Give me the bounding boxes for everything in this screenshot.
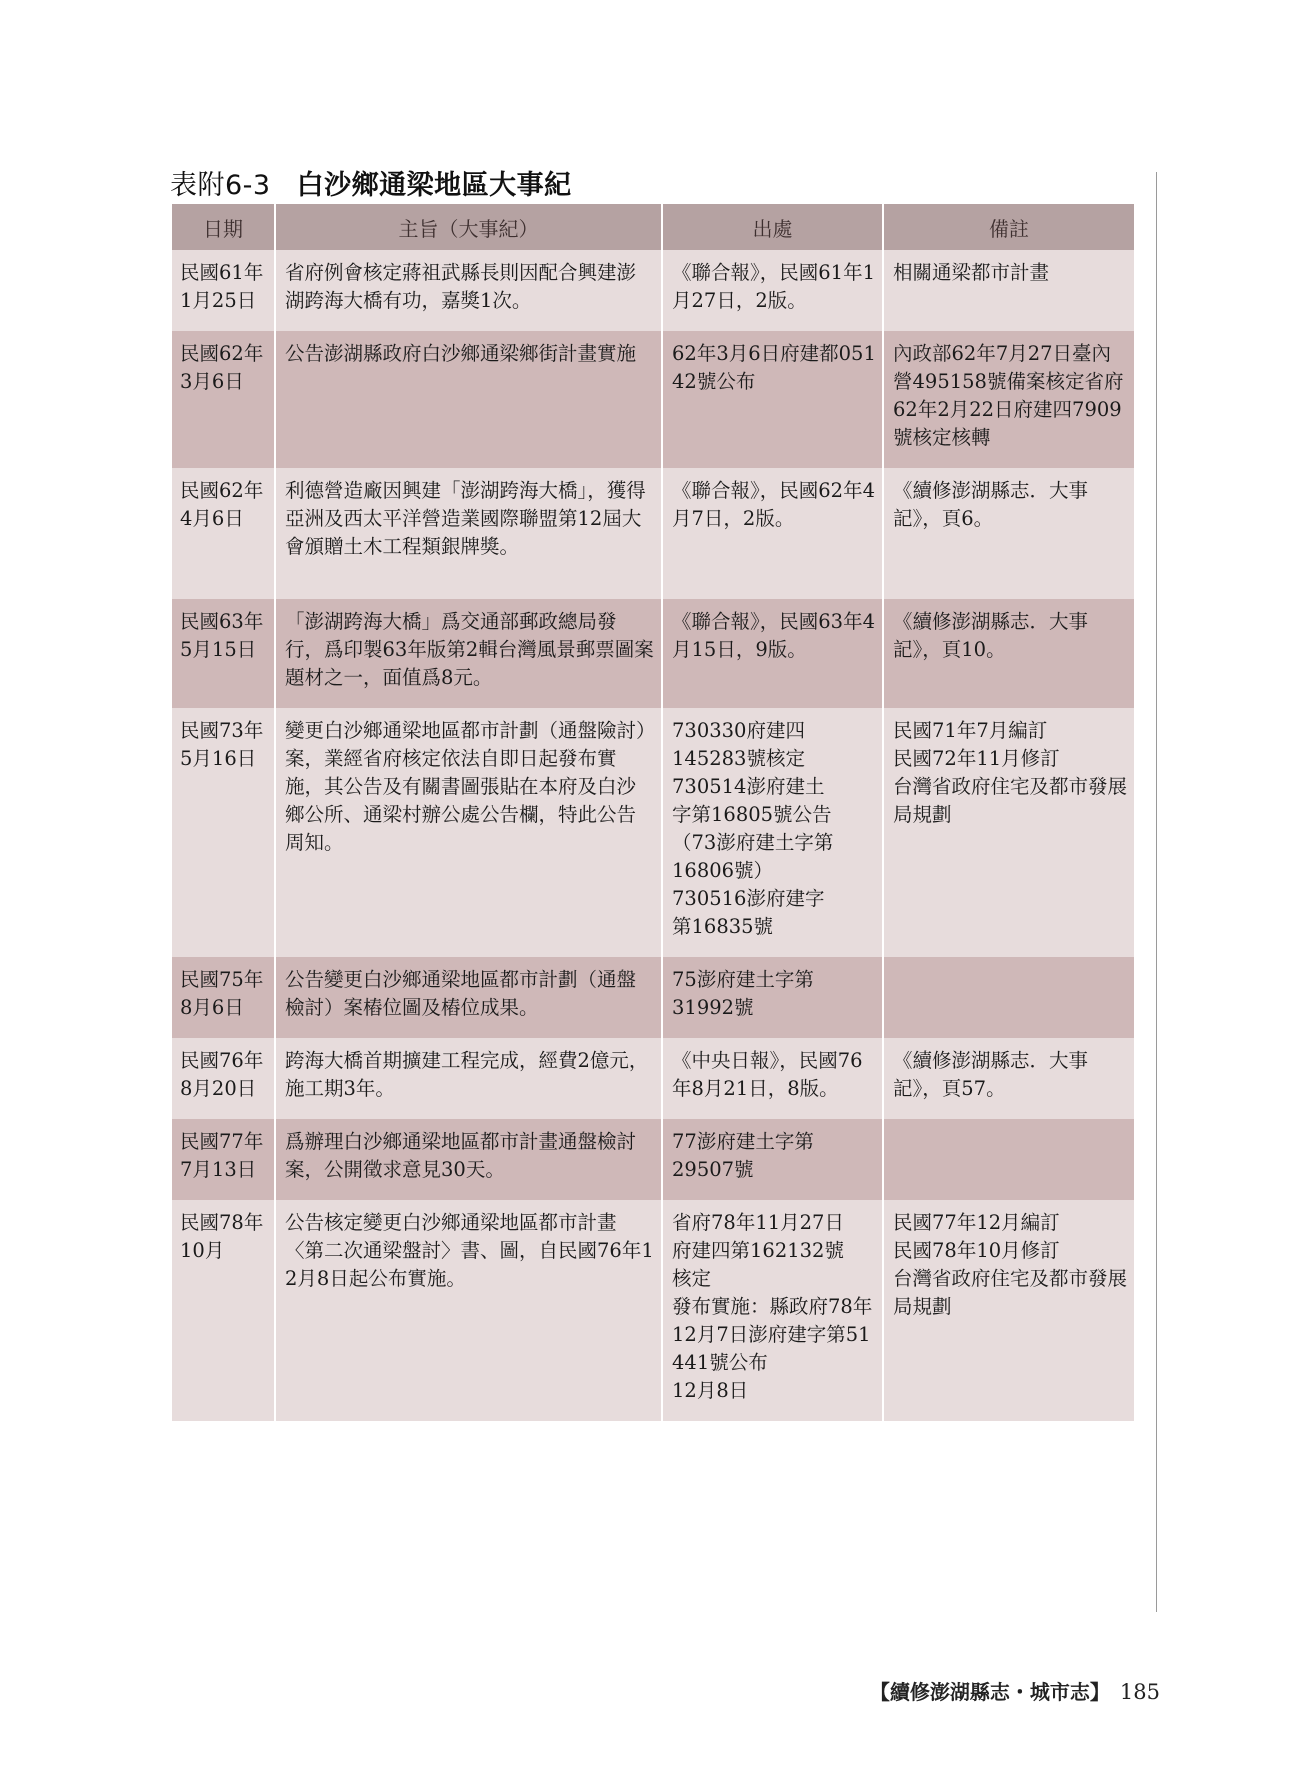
table-row [172, 1038, 1134, 1119]
cell-date: 民國75年 8月6日 [172, 957, 275, 1038]
cell-note [883, 957, 1134, 1038]
table-row [172, 1119, 1134, 1200]
cell-source: 75澎府建土字第 31992號 [662, 957, 883, 1038]
table-row [172, 599, 1134, 708]
table-header-row [172, 204, 1134, 250]
page-footer [870, 1676, 1160, 1705]
header-subject: 主旨（大事紀） [275, 204, 662, 250]
cell-subject: 變更白沙鄉通梁地區都市計劃（通盤險討）案，業經省府核定依法自即日起發布實施，其公告及有關書圖張貼在本府及白沙鄉公所、通梁村辦公處公告欄，特此公告周知。 [275, 708, 662, 957]
cell-subject: 利德營造廠因興建「澎湖跨海大橋」，獲得亞洲及西太平洋營造業國際聯盟第12屆大會頒贈土木工程類銀牌獎。 [275, 468, 662, 599]
cell-date: 民國78年 10月 [172, 1200, 275, 1421]
cell-note: 內政部62年7月27日臺內營495158號備案核定省府62年2月22日府建四7909號核定核轉 [883, 331, 1134, 468]
cell-note: 《續修澎湖縣志．大事記》，頁10。 [883, 599, 1134, 708]
cell-subject: 爲辦理白沙鄉通梁地區都市計畫通盤檢討案，公開徵求意見30天。 [275, 1119, 662, 1200]
cell-note: 相關通梁都市計畫 [883, 250, 1134, 331]
cell-source: 77澎府建土字第 29507號 [662, 1119, 883, 1200]
table-caption [170, 163, 572, 202]
cell-source: 730330府建四 145283號核定 730514澎府建土 字第16805號公告 （73澎府建土字第 16806號） 730516澎府建字 第16835號 [662, 708, 883, 957]
cell-subject: 公告核定變更白沙鄉通梁地區都市計畫〈第二次通梁盤討〉書、圖，自民國76年12月8日起公布實施。 [275, 1200, 662, 1421]
table-row [172, 708, 1134, 957]
table-row [172, 1200, 1134, 1421]
cell-subject: 省府例會核定蔣祖武縣長則因配合興建澎湖跨海大橋有功，嘉獎1次。 [275, 250, 662, 331]
cell-subject: 「澎湖跨海大橋」爲交通部郵政總局發行，爲印製63年版第2輯台灣風景郵票圖案題材之一，面值爲8元。 [275, 599, 662, 708]
cell-date: 民國77年 7月13日 [172, 1119, 275, 1200]
table-row [172, 250, 1134, 331]
cell-subject: 跨海大橋首期擴建工程完成，經費2億元，施工期3年。 [275, 1038, 662, 1119]
page-number: 185 [1119, 1680, 1160, 1704]
cell-date: 民國62年 4月6日 [172, 468, 275, 599]
cell-source: 《聯合報》，民國63年4月15日，9版。 [662, 599, 883, 708]
cell-note: 民國77年12月編訂 民國78年10月修訂 台灣省政府住宅及都市發展局規劃 [883, 1200, 1134, 1421]
table-title: 白沙鄉通梁地區大事紀 [296, 170, 572, 201]
cell-note: 民國71年7月編訂 民國72年11月修訂 台灣省政府住宅及都市發展局規劃 [883, 708, 1134, 957]
cell-source: 省府78年11月27日 府建四第162132號 核定 發布實施：縣政府78年12月7日澎府建字第51441號公布 12月8日 [662, 1200, 883, 1421]
cell-source: 《中央日報》，民國76年8月21日，8版。 [662, 1038, 883, 1119]
table-row [172, 331, 1134, 468]
header-date: 日期 [172, 204, 275, 250]
margin-rule [1156, 172, 1157, 1612]
cell-date: 民國76年 8月20日 [172, 1038, 275, 1119]
table-number: 表附6-3 [170, 170, 271, 201]
table-row [172, 468, 1134, 599]
cell-date: 民國61年 1月25日 [172, 250, 275, 331]
header-source: 出處 [662, 204, 883, 250]
cell-note: 《續修澎湖縣志．大事記》，頁6。 [883, 468, 1134, 599]
table-row [172, 957, 1134, 1038]
cell-note [883, 1119, 1134, 1200]
cell-source: 《聯合報》，民國61年1月27日，2版。 [662, 250, 883, 331]
cell-note: 《續修澎湖縣志．大事記》，頁57。 [883, 1038, 1134, 1119]
cell-source: 62年3月6日府建都05142號公布 [662, 331, 883, 468]
cell-date: 民國63年 5月15日 [172, 599, 275, 708]
cell-date: 民國73年 5月16日 [172, 708, 275, 957]
cell-subject: 公告澎湖縣政府白沙鄉通梁鄉街計畫實施 [275, 331, 662, 468]
book-title: 【續修澎湖縣志・城市志】 [869, 1680, 1110, 1704]
cell-date: 民國62年 3月6日 [172, 331, 275, 468]
events-table [172, 204, 1134, 1421]
cell-subject: 公告變更白沙鄉通梁地區都市計劃（通盤檢討）案樁位圖及樁位成果。 [275, 957, 662, 1038]
cell-source: 《聯合報》，民國62年4月7日，2版。 [662, 468, 883, 599]
header-note: 備註 [883, 204, 1134, 250]
